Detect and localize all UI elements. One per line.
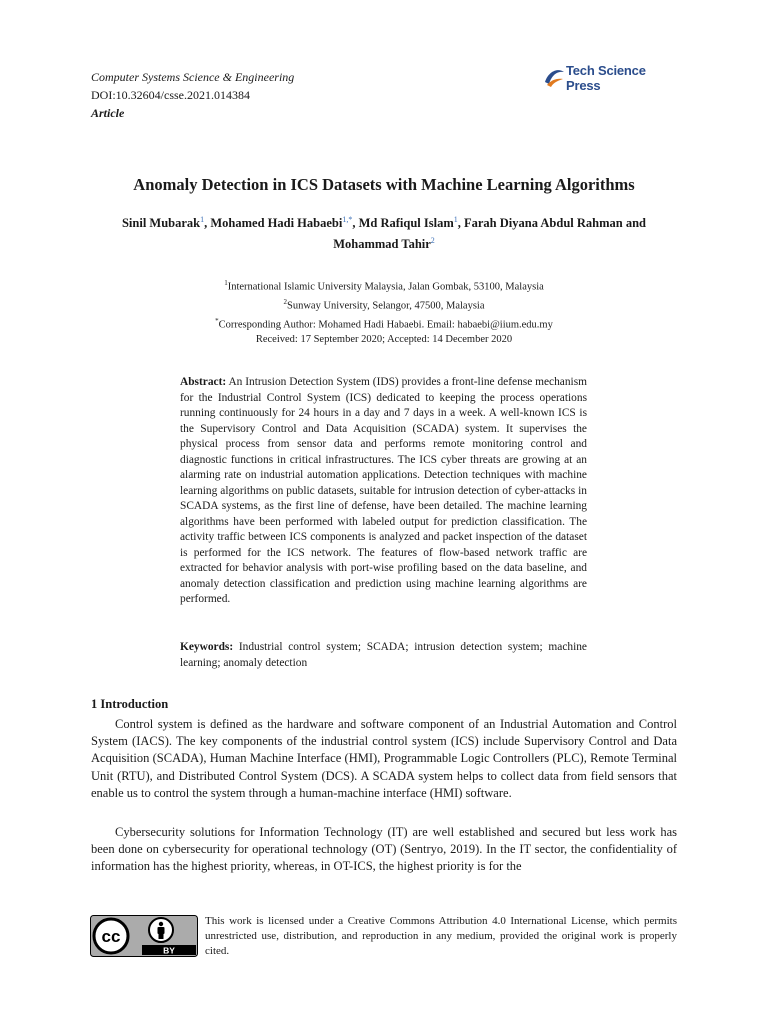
author-name: Farah Diyana Abdul Rahman [464,216,623,231]
publisher-logo [543,63,683,93]
keywords [180,640,587,671]
body-paragraph: Cybersecurity solutions for Information Technology (IT) are well established and secured but less work has been done on cybersecurity for operational technology (OT) (Sentryo, 2019). In the IT sector, the confidentiality of information has the highest priority, whereas, in OT-ICS, the highest priority is for the [91,825,677,874]
author-name: Sinil Mubarak [121,216,201,231]
author-affiliation-mark: 1,* [342,215,353,224]
author-name: Md Rafiqul Islam [358,216,454,231]
received-accepted-dates: Received: 17 September 2020; Accepted: 14 December 2020 [255,334,513,345]
journal-name: Computer Systems Science & Engineering [91,70,295,84]
section-heading: 1 Introduction [91,697,169,711]
body-paragraph: Control system is defined as the hardware and software component of an Industrial Automation and Control System (IACS). The key components of the industrial control system (ICS) include Supervisory Control and Data Acquisition (SCADA), Human Machine Interface (HMI), Programmable Logic Controllers (PLC), Remote Terminal Unit (RTU), and Distributed Control System (DCS). A SCADA system helps to collect data from field sensors that enable us to control the system through a human-machine interface (HMI) software. [91,717,677,800]
author-separator: , [457,216,464,231]
affiliations [91,276,677,348]
affiliation-text: Sunway University, Selangor, 47500, Malaysia [287,300,485,312]
license-statement: This work is licensed under a Creative Commons Attribution 4.0 International License, which permits unrestricted use, distribution, and reproduction in any medium, provided the original work is properly cited. [205,915,677,957]
author-name: Mohamed Hadi Habaebi [210,216,343,231]
affiliation-text: Corresponding Author: Mohamed Hadi Habaebi. Email: habaebi@iium.edu.my [218,319,553,331]
author-affiliation-mark: 1 [200,215,205,224]
corresponding-author [91,314,677,333]
publisher-swoosh-icon [543,68,565,88]
abstract-text: An Intrusion Detection System (IDS) provides a front-line defense mechanism for the Industrial Control System (ICS) dedicated to keeping the process operations running continuously for 24 hours in a day and 7 days in a week. A well-known ICS is the Supervisory Control and Data Acquisition (SCADA) system. It supervises the physical process from sensor data and performs remote monitoring control and diagnostic functions in critical infrastructures. The ICS cyber threats are growing at an alarming rate on industrial automation applications. Detection techniques with machine learning algorithms on public datasets, suitable for intrusion detection of cyber-attacks in SCADA systems, as the first line of defense, have been detailed. The machine learning algorithms have been performed with labeled output for prediction classification. The activity traffic between ICS components is analyzed and packet inspection of the dataset is performed for the ICS network. The features of flow-based network traffic are extracted for behavior analysis with port-wise profiling based on the data baseline, and anomaly detection classification and prediction using machine learning algorithms are performed. [180,376,588,605]
author-separator: , [352,216,359,231]
affiliation-text: International Islamic University Malaysia, Jalan Gombak, 53100, Malaysia [227,281,544,293]
keywords-label: Keywords: [180,641,234,653]
keywords-text: Industrial control system; SCADA; intrusion detection system; machine learning; anomaly detection [180,641,587,669]
abstract-label: Abstract: [180,376,227,388]
paper-title: Anomaly Detection in ICS Datasets with Machine Learning Algorithms [133,175,635,194]
author-list [91,211,677,253]
affiliation-mark: 1 [224,279,228,287]
author-affiliation-mark: 1 [453,215,458,224]
affiliation-mark: * [215,317,219,325]
by-badge-label: BY [163,945,175,956]
publisher-name: Tech Science Press [566,63,646,93]
author-affiliation-mark: 2 [430,236,435,246]
affiliation-line [91,276,677,295]
author-name: Mohammad Tahir [333,237,431,252]
article-type: Article [91,106,125,120]
cc-badge-label: cc [101,927,121,946]
cc-by-badge-graphic [90,915,198,957]
cc-by-license-badge[interactable] [90,915,198,957]
abstract [180,375,587,608]
affiliation-mark: 2 [283,298,287,306]
author-separator: , [204,216,211,231]
doi: DOI:10.32604/csse.2021.014384 [91,88,250,102]
affiliation-line [91,295,677,314]
author-separator: and [622,216,647,231]
